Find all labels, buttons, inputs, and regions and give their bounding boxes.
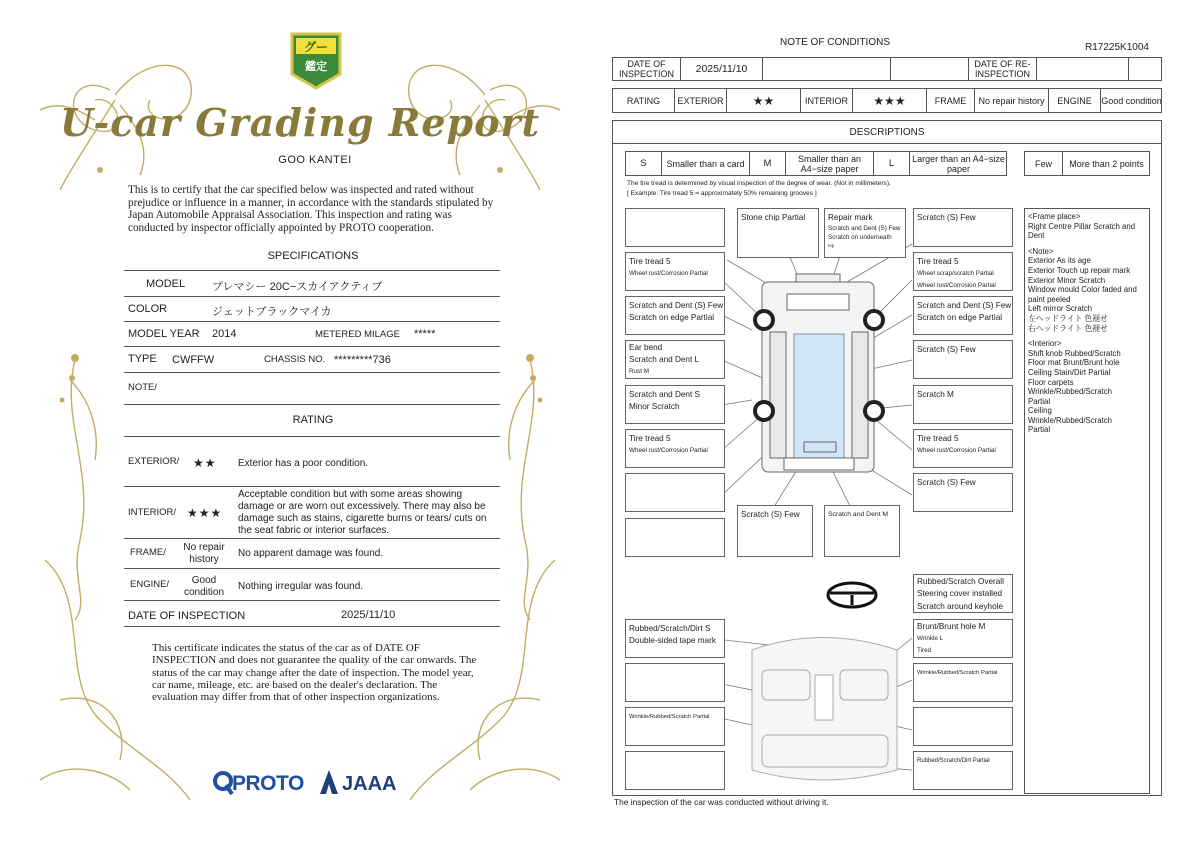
remark-line: 右ヘッドライト 色褪せ <box>1028 323 1108 333</box>
callout-line: Wheel rust/Corrosion Partial <box>629 270 708 277</box>
date-of-reinspection-label: DATE OF RE-INSPECTION <box>969 58 1037 80</box>
remark-line: Wrinkle/Rubbed/Scratch <box>1028 415 1112 425</box>
engine-value: Good condition <box>1101 95 1162 106</box>
remark-line: paint peeled <box>1028 294 1071 304</box>
divider <box>124 270 500 271</box>
note-label: NOTE/ <box>128 382 158 393</box>
proto-logo-text: PROTO <box>232 772 304 795</box>
certificate-intro: This is to certify that the car specified below was inspected and rated without prejudice or influence in a manner, in accordance with the standards stipulated by Japan Automobile Appraisal Association. This inspection and rating was conducted by inspector officially appointed by PROTO cooperation. <box>128 184 494 234</box>
callout-line: Rubbed/Scratch/Dirt S <box>629 624 711 633</box>
legend-m-desc: Smaller than an A4−size paper <box>786 152 874 175</box>
interior-diagram <box>752 638 897 781</box>
divider <box>124 538 500 539</box>
callout-line: Wheel rust/Corrosion Partial <box>917 282 996 289</box>
callout-line: Scratch (S) Few <box>917 345 976 354</box>
remark-line: Dent <box>1028 231 1045 241</box>
legend-few-desc: More than 2 points <box>1069 158 1144 169</box>
callout-line: Double-sided tape mark <box>629 636 716 645</box>
callout-top-right <box>913 208 1013 247</box>
model-value: プレマシー 20C−スカイアクティブ <box>212 281 383 293</box>
callout-line: Scratch on underneath <box>828 234 892 241</box>
callout-steering <box>913 574 1013 613</box>
certificate-subtitle: GOO KANTEI <box>278 154 352 166</box>
callout-line: Wheel scrap/scratch Partial <box>917 270 994 277</box>
callout-right-front-fender <box>913 296 1013 335</box>
report-id: R17225K1004 <box>1085 42 1149 53</box>
specifications-heading: SPECIFICATIONS <box>267 250 359 262</box>
date-of-inspection-label: DATE OF INSPECTION <box>128 610 246 622</box>
callout-line: Brunt/Brunt hole M <box>917 622 986 631</box>
exterior-label: EXTERIOR <box>675 89 727 112</box>
engine-label: ENGINE <box>1049 89 1101 112</box>
callout-line: Scratch on edge Partial <box>629 313 715 322</box>
callout-line: Rubbed/Scratch Overall <box>917 577 1004 586</box>
frame-value: No repair history <box>183 542 225 565</box>
callout-line: Minor Scratch <box>629 402 680 411</box>
type-label: TYPE <box>128 353 157 365</box>
remark-line: Exterior As its age <box>1028 256 1091 266</box>
exterior-stars: ★★ <box>727 89 801 112</box>
exterior-stars: ★★ <box>193 456 217 470</box>
interior-label: INTERIOR <box>801 89 853 112</box>
engine-value: Good condition <box>183 575 225 598</box>
exterior-label: EXTERIOR/ <box>128 456 180 467</box>
callout-line: Scratch M <box>917 390 954 399</box>
steering-wheel-icon <box>828 583 876 607</box>
callout-tire-rear-left <box>625 429 725 468</box>
legend-l: L <box>874 152 910 175</box>
callout-line: Scratch (S) Few <box>917 478 976 487</box>
callout-tire-front-left <box>625 252 725 291</box>
callout-line: Tire tread 5 <box>629 434 671 443</box>
frame-value: No repair history <box>975 89 1049 112</box>
interior-heading: <Interior> <box>1028 339 1062 349</box>
callout-rear-bumper-right <box>824 505 900 557</box>
frame-label: FRAME <box>927 89 975 112</box>
remark-line: 左ヘッドライト 色褪せ <box>1028 313 1108 323</box>
callout-interior-driver-seat <box>913 619 1013 658</box>
callout-line: Wrinkle/Rubbed/Scratch Partial <box>629 714 710 720</box>
frame-place-heading: <Frame place> <box>1028 212 1081 221</box>
model-year-value: 2014 <box>212 328 237 340</box>
remarks-panel <box>1024 208 1150 794</box>
callout-interior-right-door <box>913 663 1013 702</box>
callout-right-rear-quarter <box>913 473 1013 512</box>
callout-left-rear-door <box>625 385 725 424</box>
goo-kantei-badge-logo <box>288 30 344 92</box>
remark-line: Right Centre Pillar Scratch and <box>1028 221 1136 231</box>
tread-note <box>627 179 891 198</box>
metered-milage-value: ***** <box>414 328 436 340</box>
few-legend <box>1024 151 1150 176</box>
callout-line: Wrinkle/Rubbed/Scratch Partial <box>917 670 998 676</box>
tread-note-line-1: The tire tread is determined by visual inspection of the degree of wear. (Not in millimeters). <box>627 180 891 187</box>
legend-m: M <box>750 152 786 175</box>
engine-description: Nothing irregular was found. <box>238 581 364 592</box>
callout-interior-rear-left <box>625 707 725 746</box>
callout-box-empty <box>625 473 725 512</box>
divider <box>124 600 500 601</box>
callout-tire-rear-right <box>913 429 1013 468</box>
badge-subtext: 鑑定 <box>305 60 327 73</box>
callout-line: Repair mark <box>828 213 873 222</box>
certificate-title: U-car Grading Report <box>59 100 541 145</box>
callout-line: Scratch and Dent L <box>629 355 700 364</box>
callout-right-front-door <box>913 340 1013 379</box>
callout-line: Scratch (S) Few <box>741 510 800 519</box>
legend-s: S <box>626 152 662 175</box>
chassis-label: CHASSIS NO. <box>264 354 326 365</box>
callout-box-empty <box>625 751 725 790</box>
date-of-inspection-value: 2025/11/10 <box>681 58 763 80</box>
divider <box>124 404 500 405</box>
callout-line: Rubbed/Scratch/Dirt Partial <box>917 758 990 764</box>
remark-line: Window mould Color faded and <box>1028 285 1137 295</box>
divider <box>124 436 500 437</box>
callout-line: Wheel rust/Corrosion Partial <box>917 447 996 454</box>
remark-line: Left mirror Scratch <box>1028 304 1093 314</box>
callout-line: Tire tread 5 <box>917 434 959 443</box>
rating-heading: RATING <box>292 414 334 426</box>
remark-line: Floor mat Brunt/Brunt hole <box>1028 358 1120 368</box>
divider <box>124 372 500 373</box>
jaaa-logo-text: JAAA <box>342 773 397 795</box>
divider <box>124 626 500 627</box>
metered-milage-label: METERED MILAGE <box>315 329 400 340</box>
callout-line: Steering cover installed <box>917 589 1003 599</box>
proto-logo-icon <box>212 770 234 796</box>
chassis-value: *********736 <box>334 354 391 366</box>
remark-line: Partial <box>1028 396 1051 406</box>
callout-line: Ear bend <box>629 343 663 352</box>
date-of-inspection-label: DATE OF INSPECTION <box>613 58 681 80</box>
callout-left-front-door <box>625 340 725 379</box>
callout-line: Scratch (S) Few <box>917 213 976 222</box>
legend-l-desc: Larger than an A4−size paper <box>912 153 1005 174</box>
remark-line: Floor carpets <box>1028 377 1074 387</box>
callout-left-front-fender <box>625 296 725 335</box>
jaaa-logo-icon <box>318 768 340 796</box>
callout-right-rear-door <box>913 385 1013 424</box>
callout-line: Scratch and Dent (S) Few <box>917 301 1012 310</box>
divider <box>124 486 500 487</box>
callout-line: Stone chip Partial <box>741 213 806 222</box>
remark-line: Wrinkle/Rubbed/Scratch <box>1028 387 1112 397</box>
callout-interior-dashboard <box>625 619 725 658</box>
callout-tire-front-right <box>913 252 1013 291</box>
exterior-description: Exterior has a poor condition. <box>238 458 369 469</box>
callout-box-empty <box>625 208 725 247</box>
rating-row <box>612 88 1162 113</box>
engine-label: ENGINE/ <box>130 579 170 590</box>
interior-stars: ★★★ <box>853 89 927 112</box>
callout-line: Tired <box>917 647 932 654</box>
certificate-disclaimer: This certificate indicates the status of the car as of DATE OF INSPECTION and does not guarantee the quality of the car onwards. The status of the car may change after the date of inspection. The model year, car name, mileage, etc. are based on the dealer's declaration. The evaluation may differ from that of other inspection organizations. <box>152 642 477 704</box>
frame-description: No apparent damage was found. <box>238 548 384 559</box>
date-of-inspection-value: 2025/11/10 <box>341 609 396 621</box>
interior-description: Acceptable condition but with some areas showing damage or are worn out excessively. There may also be damage such as stains, cigarette burns or tears/ cuts on the seat fabric or interior surfaces. <box>238 489 487 536</box>
inspection-drive-note: The inspection of the car was conducted without driving it. <box>614 797 829 807</box>
callout-line: top <box>828 243 835 248</box>
date-row <box>612 57 1162 81</box>
callout-line: Tire tread 5 <box>917 257 959 266</box>
callout-line: Scratch on edge Partial <box>917 313 1003 322</box>
remark-line: Exterior Touch up repair mark <box>1028 265 1131 275</box>
callout-box-empty <box>913 707 1013 746</box>
callout-line: Scratch and Dent (S) Few <box>828 225 901 232</box>
callout-line: Wrinkle L <box>917 635 944 642</box>
interior-label: INTERIOR/ <box>128 507 177 518</box>
badge-text: グー <box>303 40 329 54</box>
note-heading: <Note> <box>1028 246 1054 256</box>
callout-rear-bumper-left <box>737 505 813 557</box>
tread-note-line-2: [ Example: Tire tread 5 = approximately 50% remaining grooves ] <box>627 189 817 197</box>
empty-cell <box>763 58 891 80</box>
callout-line: Tire tread 5 <box>629 257 671 266</box>
legend-few: Few <box>1025 152 1063 175</box>
divider <box>124 568 500 569</box>
color-value: ジェットブラックマイカ <box>212 306 332 318</box>
divider <box>124 296 500 297</box>
size-legend <box>625 151 1007 176</box>
remark-line: Exterior Minor Scratch <box>1028 275 1106 285</box>
callout-box-empty <box>625 518 725 557</box>
rating-label: RATING <box>613 89 675 112</box>
callout-line: Scratch and Dent S <box>629 390 700 399</box>
remark-line: Partial <box>1028 425 1051 435</box>
color-label: COLOR <box>128 303 168 315</box>
empty-cell <box>891 58 969 80</box>
model-label: MODEL <box>146 278 186 290</box>
remark-line: Ceiling Stain/Dirt Partial <box>1028 367 1111 377</box>
callout-repair-mark <box>824 208 906 258</box>
callout-interior-rear-seat <box>913 751 1013 790</box>
divider <box>124 346 500 347</box>
callout-line: Scratch around keyhole <box>917 601 1004 611</box>
callout-stone-chip <box>737 208 819 258</box>
descriptions-heading: DESCRIPTIONS <box>612 120 1162 144</box>
callout-line: Scratch and Dent (S) Few <box>629 301 724 310</box>
callout-line: Rust M <box>629 368 649 375</box>
callout-line: Scratch and Dent M <box>828 511 889 518</box>
callout-line: Wheel rust/Corrosion Partial <box>629 447 708 454</box>
interior-stars: ★★★ <box>187 506 223 520</box>
remark-line: Shift knob Rubbed/Scratch <box>1028 348 1121 358</box>
legend-s-desc: Smaller than a card <box>662 152 750 175</box>
type-value: CWFFW <box>172 354 215 366</box>
model-year-label: MODEL YEAR <box>128 328 200 340</box>
date-of-reinspection-value <box>1037 58 1129 80</box>
frame-label: FRAME/ <box>130 547 166 558</box>
divider <box>124 321 500 322</box>
remark-line: Ceiling <box>1028 406 1052 416</box>
note-of-conditions-title: NOTE OF CONDITIONS <box>780 37 890 48</box>
callout-box-empty <box>625 663 725 702</box>
